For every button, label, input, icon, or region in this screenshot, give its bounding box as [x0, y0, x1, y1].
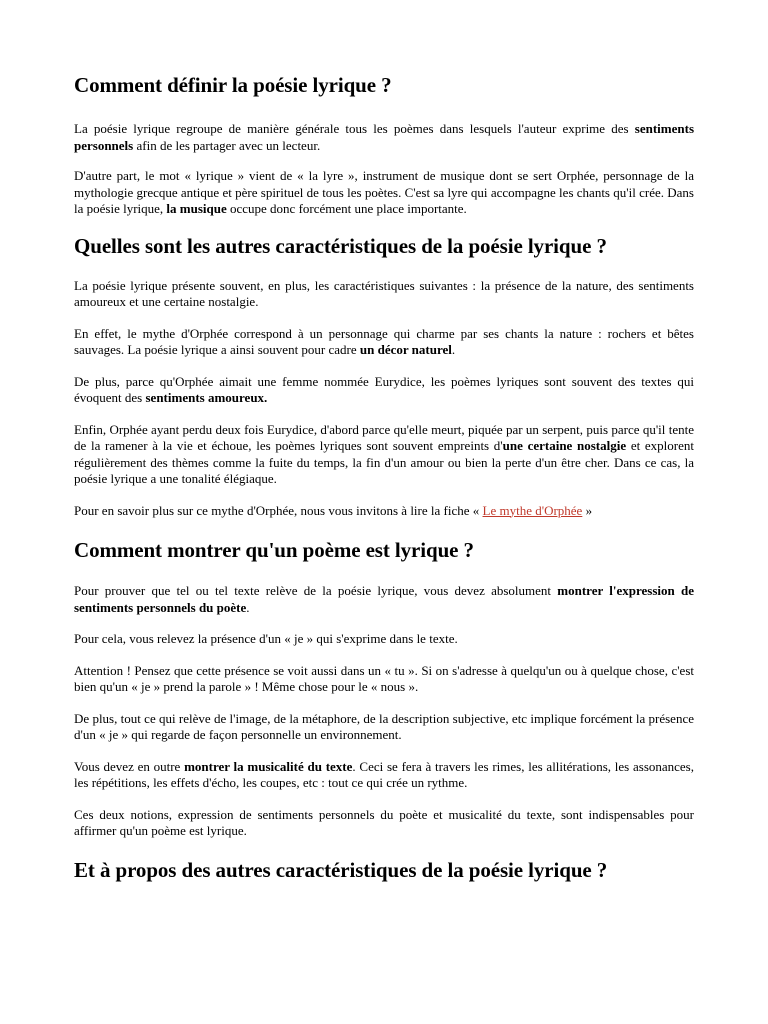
- paragraph: [74, 121, 694, 154]
- paragraph: [74, 278, 694, 311]
- text: Pour prouver que tel ou tel texte relève de la poésie lyrique, vous devez absolument: [74, 583, 558, 598]
- paragraph: [74, 663, 694, 696]
- bold-text: sentiments amoureux.: [145, 390, 268, 405]
- paragraph: [74, 422, 694, 488]
- text: En effet, le mythe d'Orphée correspond à un personnage qui charme par ses chants la nature : rochers et bêtes sauvages. La poésie lyrique a ainsi souvent pour cadre: [74, 325, 694, 357]
- paragraph: [74, 711, 694, 744]
- text: afin de les partager avec un lecteur.: [133, 137, 321, 153]
- text: Pour cela, vous relevez la présence d'un « je » qui s'exprime dans le texte.: [74, 631, 458, 646]
- text: La poésie lyrique regroupe de manière générale tous les poèmes dans lesquels l'auteur exprime des: [74, 121, 635, 136]
- bold-text: montrer l'expression de sentiments personnels du poète: [74, 583, 695, 615]
- text: D'autre part, le mot « lyrique » vient de « la lyre », instrument de musique dont se sert Orphée, personnage de la mythologie grecque antique et père spirituel de tous les poètes. C'est sa lyre qui accompagne les chants qu'il crée. Dans la poésie lyrique,: [74, 168, 694, 216]
- text: »: [582, 502, 593, 518]
- document-body: [74, 72, 694, 883]
- section-heading-how-to-show: Comment montrer qu'un poème est lyrique ?: [74, 538, 474, 562]
- text: .: [451, 342, 456, 357]
- text: Attention ! Pensez que cette présence se voit aussi dans un « tu ». Si on s'adresse à quelqu'un ou à quelque chose, c'est bien qu'un « je » prend la parole » ! Même chose pour le « nous ».: [74, 662, 694, 694]
- text: . Ceci se fera à travers les rimes, les allitérations, les assonances, les répétitions, les effets d'écho, les coupes, etc : tout ce qui crée un rythme.: [74, 758, 694, 790]
- paragraph: [74, 583, 694, 616]
- text: et explorent régulièrement des thèmes comme la fuite du temps, la fin d'un amour ou bien la perte d'un être cher. Dans ce cas, la poésie lyrique a une tonalité élégiaque.: [74, 438, 694, 486]
- text: .: [246, 599, 250, 615]
- text: De plus, tout ce qui relève de l'image, de la métaphore, de la description subjective, etc implique forcément la présence d'un « je » qui regarde de façon personnelle un environnement.: [74, 710, 694, 742]
- bold-text: montrer la musicalité du texte: [184, 758, 353, 774]
- text: Pour en savoir plus sur ce mythe d'Orphée, nous vous invitons à lire la fiche «: [74, 502, 483, 518]
- paragraph: [74, 168, 694, 218]
- text: Ces deux notions, expression de sentiments personnels du poète et musicalité du texte, sont indispensables pour affirmer qu'un poème est lyrique.: [74, 806, 694, 838]
- text: Vous devez en outre: [74, 758, 185, 774]
- section-heading-definition: Comment définir la poésie lyrique ?: [74, 73, 392, 97]
- text: De plus, parce qu'Orphée aimait une femme nommée Eurydice, les poèmes lyriques sont souvent des textes qui évoquent des: [74, 373, 694, 405]
- bold-text: sentiments personnels: [74, 121, 694, 153]
- paragraph: [74, 503, 694, 520]
- bold-text: une certaine nostalgie: [502, 438, 627, 453]
- section-heading-characteristics: Quelles sont les autres caractéristiques de la poésie lyrique ?: [74, 233, 607, 258]
- section-heading-other-characteristics: Et à propos des autres caractéristiques de la poésie lyrique ?: [74, 857, 608, 882]
- bold-text: un décor naturel: [359, 342, 452, 357]
- paragraph: [74, 631, 694, 648]
- bold-text: la musique: [166, 201, 227, 216]
- text: Enfin, Orphée ayant perdu deux fois Eurydice, d'abord parce qu'elle meurt, piquée par un serpent, puis parce qu'il tente de la ramener à la vie et échoue, les poèmes lyriques sont souvent empreints d': [74, 421, 694, 453]
- orphee-myth-link[interactable]: Le mythe d'Orphée: [482, 502, 583, 518]
- paragraph: [74, 759, 694, 792]
- paragraph: [74, 374, 694, 407]
- paragraph: [74, 807, 694, 840]
- text: occupe donc forcément une place importante.: [226, 201, 467, 216]
- text: La poésie lyrique présente souvent, en plus, les caractéristiques suivantes : la présence de la nature, des sentiments amoureux et une certaine nostalgie.: [74, 277, 694, 309]
- paragraph: [74, 326, 694, 359]
